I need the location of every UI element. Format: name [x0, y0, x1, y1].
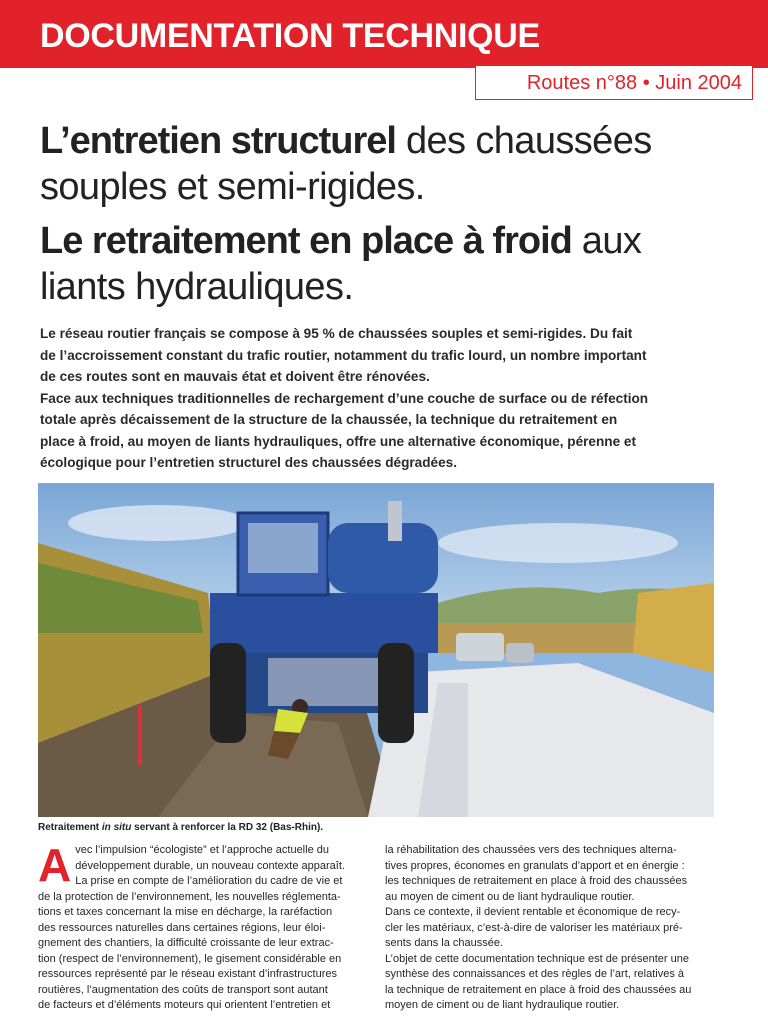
article-line: cler les matériaux, c’est-à-dire de valoriser les matériaux pré-: [385, 921, 683, 934]
caption-italic: in situ: [101, 822, 132, 833]
article-line: sents dans la chaussée.: [385, 937, 504, 949]
intro-line: de ces routes sont en mauvais état et doivent être rénovées.: [40, 369, 430, 384]
headline-line-2: souples et semi-rigides.: [40, 166, 425, 208]
article-line: gnement des chantiers, la difficulté croissante de leur extrac-: [38, 937, 334, 949]
article-line: routières, l’augmentation des coûts de transport sont autant: [38, 983, 328, 996]
intro-line: de l’accroissement constant du trafic routier, notamment du trafic lourd, un nombre important: [40, 347, 647, 363]
article-line: ressources représenté par le réseau existant d’infrastructures: [38, 968, 337, 980]
marker-stake: [138, 705, 142, 765]
article-line: les techniques de retraitement en place à froid des chaussées: [385, 875, 688, 887]
road-recycling-photo: [38, 483, 714, 817]
drop-cap: A: [38, 839, 72, 891]
article-line: au moyen de ciment ou de liant hydraulique routier.: [385, 890, 635, 903]
article-line: tions et taxes concernant la mise en décharge, la raréfaction: [38, 906, 333, 918]
article-line: L’objet de cette documentation technique est de présenter une: [385, 952, 689, 965]
article-line: des ressources naturelles dans certaines régions, leur éloi-: [38, 921, 326, 934]
maize-field-right: [633, 583, 714, 673]
intro-line: Le réseau routier français se compose à 95 % de chaussées souples et semi-rigides. Du fait: [40, 326, 633, 341]
headline-line-3: [40, 218, 740, 264]
headline: [40, 118, 740, 310]
headline-line-1: [40, 118, 740, 164]
article-line: tives propres, économes en granulats d’apport et en énergie :: [385, 859, 685, 872]
tire-left: [210, 643, 246, 743]
tire-right: [378, 643, 414, 743]
article-line: synthèse des connaissances et des règles de l’art, relatives à: [385, 968, 684, 980]
intro-line: totale après décaissement de la structure de la chaussée, la technique du retraitement en: [40, 412, 618, 427]
caption-text: servant à renforcer la RD 32 (Bas-Rhin).: [131, 822, 324, 833]
intro-line: Face aux techniques traditionnelles de rechargement d’une couche de surface ou de réfection: [40, 390, 649, 406]
intro-line: place à froid, au moyen de liants hydrauliques, offre une alternative économique, pérenne et: [40, 433, 637, 449]
headline-line-4: liants hydrauliques.: [40, 266, 354, 308]
article-line: la réhabilitation des chaussées vers des techniques alterna-: [385, 844, 677, 856]
article-line: de la protection de l’environnement, les nouvelles réglementa-: [38, 890, 341, 903]
photo-illustration: [38, 483, 714, 817]
article-line: de facteurs et d’éléments moteurs qui orientent l’entretien et: [38, 999, 331, 1011]
article-line: moyen de ciment ou de liant hydraulique routier.: [385, 999, 620, 1011]
issue-label: Routes n°88 • Juin 2004: [526, 72, 742, 94]
header-banner: [0, 0, 768, 68]
article-line: la technique de retraitement en place à froid des chaussées au: [385, 983, 692, 996]
article-line: Dans ce contexte, il devient rentable et économique de recy-: [385, 906, 681, 918]
caption-text: Retraitement: [38, 822, 102, 833]
photo-caption: [38, 821, 714, 835]
article-line: tion (respect de l’environnement), le gisement considérable en: [38, 952, 342, 965]
section-title: DOCUMENTATION TECHNIQUE: [40, 17, 540, 55]
article-line: développement durable, un nouveau contexte apparaît.: [75, 859, 345, 872]
article-line: La prise en compte de l’amélioration du cadre de vie et: [75, 875, 343, 887]
article-line: vec l’impulsion “écologiste” et l’approche actuelle du: [75, 844, 329, 856]
headline-bold-2: Le retraitement en place à froid: [40, 220, 572, 262]
intro-paragraph: [40, 323, 730, 474]
van: [456, 633, 504, 661]
article-column-left: [38, 839, 368, 1014]
intro-line: écologique pour l’entretien structurel des chaussées dégradées.: [40, 455, 458, 470]
headline-light-2: aux: [571, 220, 642, 262]
headline-bold-1: L’entretien structurel: [40, 120, 396, 162]
headline-light-1: des chaussées: [395, 120, 652, 162]
article-column-right: [385, 843, 715, 1014]
issue-box: [475, 66, 753, 100]
